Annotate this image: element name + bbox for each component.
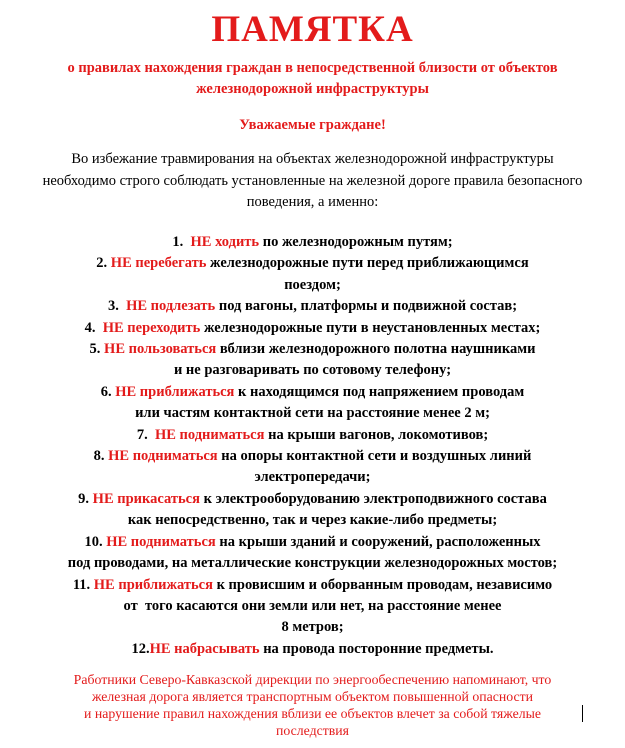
rule-line <box>20 296 605 317</box>
rule-text: на опоры контактной сети и воздушных линий <box>217 448 532 465</box>
rule-text: под вагоны, платформы и подвижной состав; <box>215 298 518 315</box>
rule-continuation: и не разговаривать по сотовому телефону; <box>173 362 452 379</box>
rule-item <box>20 639 605 660</box>
rule-item <box>20 253 605 296</box>
rule-line <box>20 318 605 339</box>
intro-line: необходимо строго соблюдать установленные на железной дороге правила безопасного <box>42 172 583 189</box>
rule-text: железнодорожные пути перед приближающимся <box>206 255 529 272</box>
rule-text: к находящимся под напряжением проводам <box>234 383 525 400</box>
rule-number: 5. <box>89 341 105 358</box>
rule-line <box>20 446 605 467</box>
rule-item <box>20 489 605 532</box>
page-title: ПАМЯТКА <box>211 9 414 50</box>
rule-line <box>20 489 605 510</box>
footer-line: железная дорога является транспортным объектом повышенной опасности <box>91 689 534 704</box>
rule-text: по железнодорожным путям; <box>259 234 453 250</box>
rule-prohibition: НЕ подлезать <box>126 298 216 315</box>
rule-prohibition: НЕ перебегать <box>110 255 207 272</box>
footer-line: и нарушение правил нахождения вблизи ее объектов влечет за собой тяжелые <box>84 706 541 721</box>
rule-line <box>20 232 605 253</box>
rule-number: 9. <box>78 490 93 507</box>
rules-list <box>20 232 605 660</box>
rule-item <box>20 382 605 425</box>
rule-line <box>20 425 605 446</box>
intro-line: Во избежание травмирования на объектах железнодорожной инфраструктуры <box>71 151 554 167</box>
rule-text: вблизи железнодорожного полотна наушниками <box>216 341 536 358</box>
rule-number: 4. <box>84 319 103 336</box>
footer-line: последствия <box>276 723 349 738</box>
rule-text: к электрооборудованию электроподвижного состава <box>199 490 547 507</box>
rule-line <box>20 532 605 553</box>
footer-line: Работники Северо-Кавказской дирекции по энергообеспечению напоминают, что <box>73 672 552 687</box>
rule-text: к провисшим и оборванным проводам, независимо <box>212 576 553 593</box>
rule-continuation: электропередачи; <box>254 469 371 486</box>
rule-number: 8. <box>93 448 109 465</box>
rule-prohibition: НЕ подниматься <box>106 533 216 550</box>
rule-text: железнодорожные пути в неустановленных местах; <box>200 319 541 336</box>
rule-item <box>20 532 605 575</box>
greeting: Уважаемые граждане! <box>239 117 386 133</box>
footer-notice <box>10 671 615 739</box>
rule-prohibition: НЕ подниматься <box>154 426 265 443</box>
rule-prohibition: НЕ ходить <box>190 234 260 250</box>
rule-line <box>20 575 605 596</box>
rule-item <box>20 232 605 253</box>
rule-prohibition: НЕ прикасаться <box>92 490 200 507</box>
rule-prohibition: НЕ подниматься <box>108 448 218 465</box>
rule-prohibition: НЕ пользоваться <box>104 341 217 358</box>
subtitle-line: о правилах нахождения граждан в непосредственной близости от объектов <box>67 60 558 76</box>
rule-number: 2. <box>96 255 111 272</box>
subtitle <box>10 58 615 100</box>
rule-continuation: или частям контактной сети на расстояние менее 2 м; <box>135 405 490 422</box>
rule-number: 3. <box>107 298 127 315</box>
rule-continuation: от того касаются они земли или нет, на расстояние менее <box>123 597 502 614</box>
rule-continuation: поездом; <box>284 276 341 293</box>
rule-text: на крыши зданий и сооружений, расположенных <box>215 533 541 550</box>
rule-item <box>20 339 605 382</box>
text-cursor <box>582 705 583 722</box>
rule-item <box>20 446 605 489</box>
rule-item <box>20 318 605 339</box>
rule-continuation: как непосредственно, так и через какие-либо предметы; <box>127 512 498 529</box>
rule-number: 11. <box>72 576 94 593</box>
rule-continuation: 8 метров; <box>281 619 344 636</box>
rule-number: 6. <box>100 383 116 400</box>
rule-number: 10. <box>84 533 107 550</box>
rule-text: на провода посторонние предметы. <box>259 640 494 657</box>
subtitle-line: железнодорожной инфраструктуры <box>196 81 429 97</box>
rule-line <box>20 382 605 403</box>
rule-line <box>20 253 605 274</box>
rule-item <box>20 296 605 317</box>
rule-prohibition: НЕ приближаться <box>93 576 213 593</box>
rule-item <box>20 575 605 639</box>
rule-number: 1. <box>172 234 191 250</box>
rule-prohibition: НЕ переходить <box>102 319 201 336</box>
intro-paragraph <box>12 149 613 214</box>
rule-continuation: под проводами, на металлические конструкции железнодорожных мостов; <box>67 555 558 572</box>
rule-number: 7. <box>136 426 155 443</box>
rule-text: на крыши вагонов, локомотивов; <box>264 426 489 443</box>
intro-line: поведения, а именно: <box>246 194 379 210</box>
rule-line <box>20 339 605 360</box>
rule-prohibition: НЕ набрасывать <box>149 640 260 657</box>
rule-prohibition: НЕ приближаться <box>115 383 235 400</box>
rule-item <box>20 425 605 446</box>
rule-line <box>20 639 605 660</box>
rule-number: 12. <box>131 640 150 657</box>
